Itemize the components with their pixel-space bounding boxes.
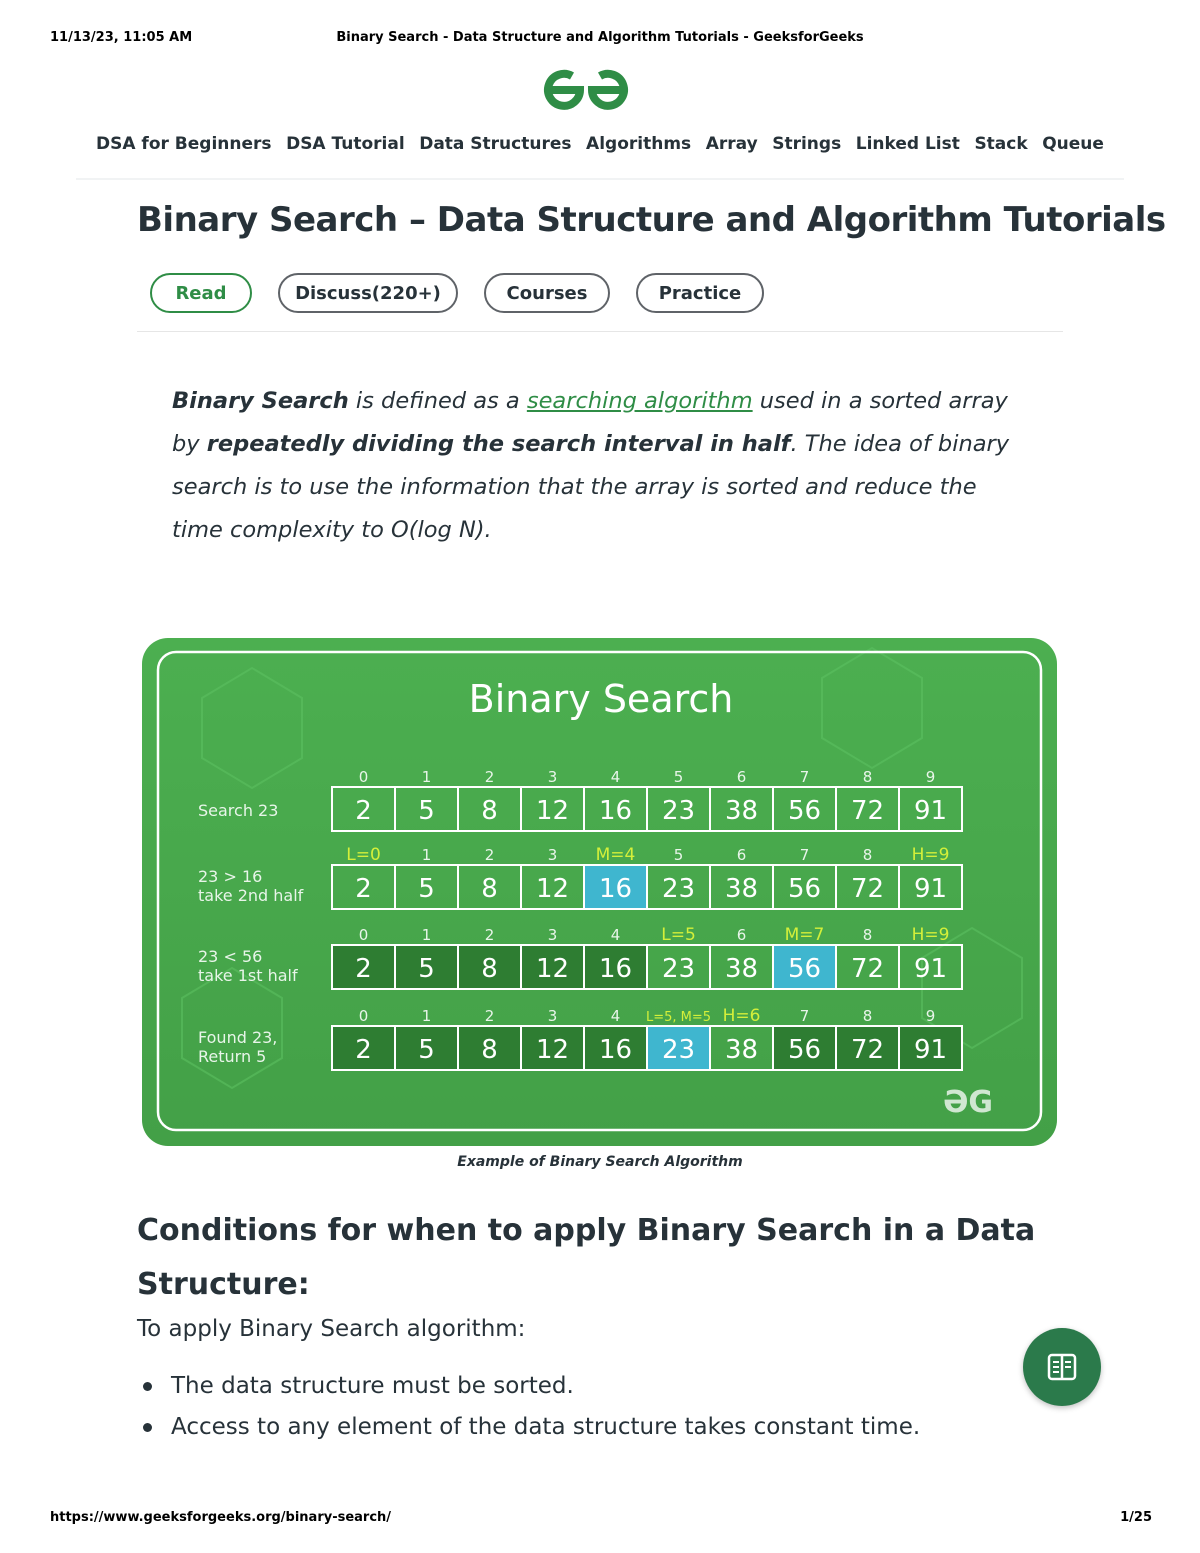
list-item-text: The data structure must be sorted. [171, 1373, 574, 1399]
figure-index-label: 8 [862, 846, 873, 864]
article-tabs [150, 273, 764, 313]
page-number: 1/25 [1120, 1510, 1152, 1525]
figure-index-label: 5 [673, 768, 684, 786]
figure-index-label: 9 [925, 1007, 936, 1025]
book-icon [1044, 1349, 1080, 1385]
figure-pointer-label: H=6 [722, 1006, 761, 1026]
list-item-text: Access to any element of the data structure takes constant time. [171, 1414, 921, 1440]
figure-cell-value: 12 [535, 954, 570, 984]
figure-cell-value: 23 [661, 796, 696, 826]
conditions-list [137, 1368, 920, 1450]
figure-cell-value: 8 [481, 874, 498, 904]
nav-item-stack[interactable]: Stack [974, 134, 1028, 154]
figure-cell-value: 38 [724, 874, 759, 904]
figure-cell-value: 5 [418, 954, 435, 984]
figure-cell-value: 5 [418, 796, 435, 826]
section-heading: Conditions for when to apply Binary Search in a Data Structure: [137, 1213, 1036, 1302]
figure-pointer-label: M=7 [784, 925, 825, 945]
figure-cell-value: 12 [535, 796, 570, 826]
nav-item-algorithms[interactable]: Algorithms [586, 134, 692, 154]
figure-cell-value: 2 [355, 1035, 372, 1065]
nav-item-dsa-tutorial[interactable]: DSA Tutorial [286, 134, 405, 154]
figure-index-label: 0 [358, 926, 369, 944]
figure-pointer-label: L=0 [346, 845, 381, 865]
figure-cell-value: 56 [787, 874, 822, 904]
figure-pointer-label: H=9 [911, 925, 950, 945]
page-url: https://www.geeksforgeeks.org/binary-search/ [50, 1510, 392, 1525]
print-header [50, 30, 1150, 50]
figure-index-label: 2 [484, 768, 495, 786]
figure-cell-value: 56 [787, 954, 822, 984]
figure-cell-value: 2 [355, 954, 372, 984]
figure-index-label: 0 [358, 768, 369, 786]
figure-row-label: 23 < 56 [198, 947, 263, 966]
figure-cell-value: 91 [913, 1035, 948, 1065]
figure-row-label: 23 > 16 [198, 867, 263, 886]
figure-index-label: 0 [358, 1007, 369, 1025]
section-paragraph: To apply Binary Search algorithm: [137, 1316, 526, 1342]
figure-cell-value: 56 [787, 796, 822, 826]
top-nav [96, 134, 1104, 162]
figure-index-label: 4 [610, 926, 621, 944]
figure-row-label: Search 23 [198, 801, 279, 820]
nav-item-array[interactable]: Array [705, 134, 758, 154]
figure-index-label: 9 [925, 768, 936, 786]
nav-item-linked-list[interactable]: Linked List [855, 134, 960, 154]
intro-text-3: . The idea of binary search is to use the information that the array is sorted and reduce the time complexity to O(log N). [172, 431, 1010, 543]
figure-cell-value: 72 [850, 796, 885, 826]
figure-index-label: 6 [736, 926, 747, 944]
figure-gfg-logo: ƏG [942, 1085, 994, 1120]
figure-index-label: 2 [484, 846, 495, 864]
figure-cell-value: 16 [598, 796, 633, 826]
figure-index-label: 7 [799, 768, 810, 786]
figure-pointer-label: L=5, M=5 [645, 1010, 712, 1025]
nav-item-queue[interactable]: Queue [1042, 134, 1104, 154]
figure-cell-value: 12 [535, 874, 570, 904]
figure-index-label: 4 [610, 1007, 621, 1025]
figure-cell-value: 23 [661, 954, 696, 984]
figure-index-label: 2 [484, 1007, 495, 1025]
figure-cell-value: 72 [850, 954, 885, 984]
list-item [137, 1368, 920, 1409]
binary-search-figure [142, 638, 1057, 1146]
figure-row-label: take 1st half [198, 966, 298, 985]
page-title: Binary Search – Data Structure and Algorithm Tutorials [137, 200, 1166, 240]
nav-item-data-structures[interactable]: Data Structures [419, 134, 572, 154]
nav-item-strings[interactable]: Strings [772, 134, 842, 154]
figure-cell-value: 38 [724, 954, 759, 984]
figure-index-label: 3 [547, 846, 558, 864]
reader-mode-button[interactable] [1023, 1328, 1101, 1406]
figure-index-label: 1 [421, 768, 432, 786]
figure-cell-value: 91 [913, 954, 948, 984]
figure-cell-value: 23 [661, 1035, 696, 1065]
nav-item-dsa-for-beginners[interactable]: DSA for Beginners [96, 134, 272, 154]
figure-index-label: 7 [799, 846, 810, 864]
print-datetime: 11/13/23, 11:05 AM [50, 30, 193, 45]
figure-title: Binary Search [468, 677, 734, 721]
figure-cell-value: 56 [787, 1035, 822, 1065]
figure-cell-value: 8 [481, 796, 498, 826]
figure-row-label: Return 5 [198, 1047, 267, 1066]
figure-index-label: 5 [673, 846, 684, 864]
figure-index-label: 1 [421, 846, 432, 864]
figure-cell-value: 5 [418, 874, 435, 904]
figure-cell-value: 16 [598, 1035, 633, 1065]
figure-cell-value: 38 [724, 1035, 759, 1065]
figure-caption: Example of Binary Search Algorithm [457, 1154, 743, 1170]
figure-index-label: 1 [421, 1007, 432, 1025]
figure-index-label: 8 [862, 1007, 873, 1025]
figure-cell-value: 72 [850, 1035, 885, 1065]
figure-cell-value: 5 [418, 1035, 435, 1065]
intro-term: Binary Search [172, 388, 349, 414]
figure-cell-value: 2 [355, 874, 372, 904]
figure-pointer-label: H=9 [911, 845, 950, 865]
figure-pointer-label: L=5 [661, 925, 696, 945]
figure-index-label: 8 [862, 926, 873, 944]
figure-row-label: take 2nd half [198, 886, 304, 905]
figure-index-label: 4 [610, 768, 621, 786]
figure-index-label: 8 [862, 768, 873, 786]
figure-cell-value: 23 [661, 874, 696, 904]
tab-practice[interactable]: Practice [636, 273, 764, 313]
figure-cell-value: 8 [481, 954, 498, 984]
figure-cell-value: 12 [535, 1035, 570, 1065]
bullet-dot [143, 1423, 152, 1432]
tab-courses[interactable]: Courses [484, 273, 610, 313]
figure-cell-value: 91 [913, 874, 948, 904]
figure-index-label: 3 [547, 926, 558, 944]
figure-index-label: 3 [547, 768, 558, 786]
figure-cell-value: 8 [481, 1035, 498, 1065]
figure-cell-value: 2 [355, 796, 372, 826]
print-page-title: Binary Search - Data Structure and Algorithm Tutorials - GeeksforGeeks [336, 30, 864, 45]
bullet-dot [143, 1382, 152, 1391]
figure-pointer-label: M=4 [595, 845, 636, 865]
figure-cell-value: 72 [850, 874, 885, 904]
intro-text-1: is defined as a [348, 388, 527, 414]
figure-index-label: 3 [547, 1007, 558, 1025]
figure-index-label: 1 [421, 926, 432, 944]
figure-cell-value: 91 [913, 796, 948, 826]
figure-cell-value: 38 [724, 796, 759, 826]
figure-cell-value: 16 [598, 954, 633, 984]
tab-read[interactable]: Read [150, 273, 252, 313]
figure-index-label: 6 [736, 768, 747, 786]
intro-text-2: used in a sorted array by [172, 388, 1008, 457]
searching-algorithm-link[interactable]: searching algorithm [526, 388, 753, 414]
figure-index-label: 7 [799, 1007, 810, 1025]
figure-row-label: Found 23, [198, 1028, 278, 1047]
figure-index-label: 6 [736, 846, 747, 864]
tabs-divider [137, 331, 1063, 332]
list-item [137, 1409, 920, 1450]
figure-index-label: 2 [484, 926, 495, 944]
tab-discuss[interactable]: Discuss(220+) [278, 273, 458, 313]
figure-cell-value: 16 [598, 874, 633, 904]
intro-bold-phrase: repeatedly dividing the search interval in half [206, 431, 791, 457]
gfg-logo-icon[interactable] [540, 66, 632, 114]
intro-paragraph [172, 380, 1032, 552]
nav-divider [76, 178, 1124, 180]
